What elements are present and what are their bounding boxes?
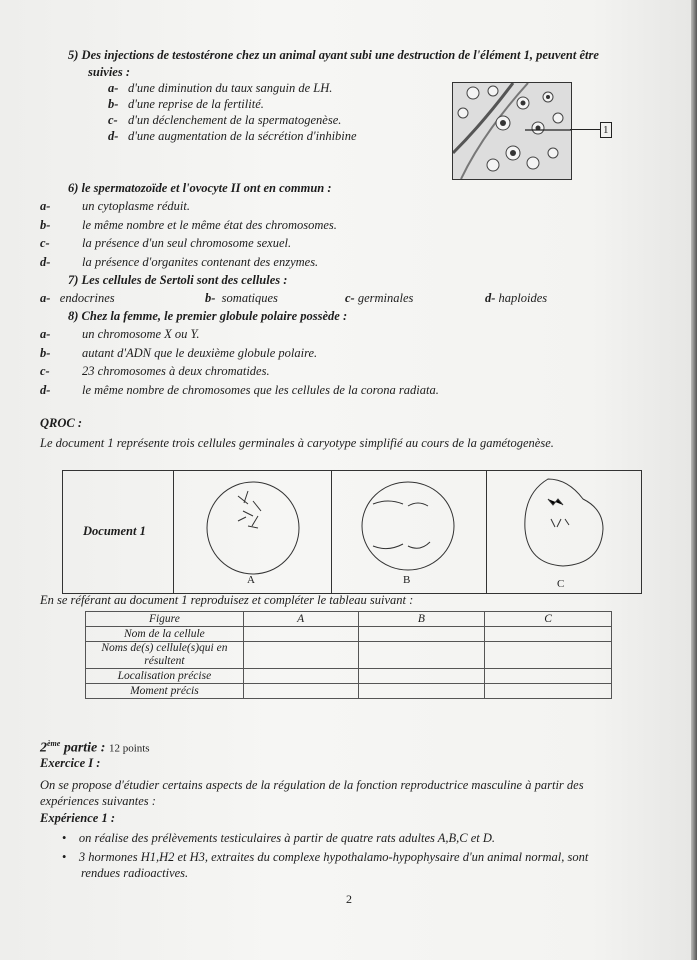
q5-title-cont: suivies :: [88, 65, 131, 79]
cell-a-label: A: [247, 574, 255, 586]
table-row: [86, 642, 612, 669]
row-label: Localisation précise: [86, 669, 244, 684]
q6-title: 6) le spermatozoïde et l'ovocyte II ont en commun :: [68, 181, 332, 195]
page-number: 2: [346, 892, 352, 906]
q6-option-b: b- le même nombre et le même état des chromosomes.: [40, 217, 337, 232]
qroc-title: QROC :: [40, 416, 83, 430]
exercise-title: Exercice I :: [40, 756, 101, 770]
row-label: Noms de(s) cellule(s)qui en résultent: [86, 642, 244, 669]
q7-d: d- haploides: [485, 291, 548, 305]
q8-title: 8) Chez la femme, le premier globule polaire possède :: [68, 309, 348, 323]
cell-b-drawing: [353, 476, 473, 576]
q7-c: c- germinales: [345, 291, 414, 305]
q5-option-a: a- d'une diminution du taux sanguin de LH.: [108, 81, 333, 95]
table-row: [86, 669, 612, 684]
answer-table: [85, 611, 612, 699]
row-label: Moment précis: [86, 684, 244, 699]
qroc-intro: Le document 1 représente trois cellules germinales à caryotype simplifié au cours de la gamétogenèse.: [40, 436, 554, 450]
cell-c-drawing: [513, 474, 613, 574]
bullet-item: • on réalise des prélèvements testiculaires à partir de quatre rats adultes A,B,C et D.: [62, 831, 496, 845]
part2-title: 2ème partie : 12 points: [40, 739, 150, 756]
bullet-item-cont: rendues radioactives.: [81, 866, 189, 880]
row-label: Nom de la cellule: [86, 627, 244, 642]
page-edge-shadow: [691, 0, 697, 960]
header-cell: Figure: [86, 612, 244, 627]
bullet-item: • 3 hormones H1,H2 et H3, extraites du complexe hypothalamo-hypophysaire d'un animal normal, sont: [62, 850, 589, 864]
header-cell: A: [243, 612, 358, 627]
experience-title: Expérience 1 :: [40, 811, 115, 825]
q7-title: 7) Les cellules de Sertoli sont des cellules :: [68, 273, 288, 287]
header-cell: B: [358, 612, 485, 627]
q7-a: a- endocrines: [40, 291, 115, 305]
q6-option-c: c- la présence d'un seul chromosome sexuel.: [40, 236, 292, 250]
q8-option-c: c- 23 chromosomes à deux chromatides.: [40, 364, 270, 378]
table-row: [86, 684, 612, 699]
q6-option-d: d- la présence d'organites contenant des enzymes.: [40, 254, 319, 269]
q8-option-d: d- le même nombre de chromosomes que les cellules de la corona radiata.: [40, 382, 439, 397]
q5-option-d: d- d'une augmentation de la sécrétion d'inhibine: [108, 129, 357, 143]
cell-b-label: B: [403, 574, 411, 586]
q8-option-b: b- autant d'ADN que le deuxième globule polaire.: [40, 345, 318, 360]
header-cell: C: [485, 612, 612, 627]
document-1-figure: [62, 470, 642, 594]
q6-option-a: a- un cytoplasme réduit.: [40, 199, 190, 213]
leader-line: [570, 129, 600, 130]
exercise-intro-cont: expériences suivantes :: [40, 794, 156, 808]
cell-c-label: C: [557, 578, 565, 590]
figure-label-1: 1: [600, 122, 612, 138]
exercise-intro: On se propose d'étudier certains aspects de la régulation de la fonction reproductrice masculine à partir des: [40, 778, 584, 792]
q8-option-a: a- un chromosome X ou Y.: [40, 327, 200, 341]
document-1-label: Document 1: [83, 524, 146, 538]
q5-title: 5) Des injections de testostérone chez un animal ayant subi une destruction de l'élément 1, peuvent être: [68, 48, 599, 62]
q5-option-b: b- d'une reprise de la fertilité.: [108, 97, 264, 111]
q7-b: b- somatiques: [205, 291, 278, 305]
table-row: [86, 627, 612, 642]
table-instruction: En se référant au document 1 reproduisez et compléter le tableau suivant :: [40, 593, 414, 607]
table-header-row: [86, 612, 612, 627]
testis-micrograph: [452, 82, 572, 180]
cell-a-drawing: [193, 476, 313, 576]
q5-option-c: c- d'un déclenchement de la spermatogenèse.: [108, 113, 342, 127]
